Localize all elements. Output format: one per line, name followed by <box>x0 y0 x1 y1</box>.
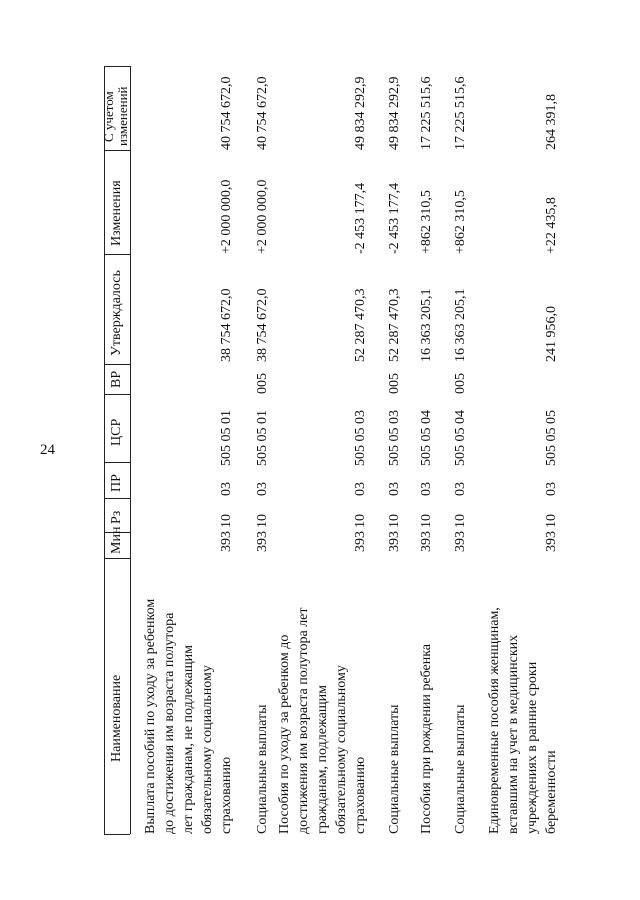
grid-line <box>104 558 130 559</box>
cell-csr: 505 05 05 <box>544 410 559 466</box>
cell-approved: 38 754 672,0 <box>219 288 234 362</box>
row-name-line: Социальные выплаты <box>387 704 402 834</box>
cell-csr: 505 05 03 <box>353 410 368 466</box>
header-min: Мин <box>109 526 124 554</box>
cell-min: 393 <box>255 531 270 552</box>
cell-min: 393 <box>419 531 434 552</box>
grid-line <box>104 498 130 499</box>
cell-approved: 16 363 205,1 <box>453 288 468 362</box>
row-name-line: учреждениях в ранние сроки <box>525 661 540 834</box>
cell-pr: 03 <box>419 482 434 496</box>
header-changes: Изменения <box>109 180 124 246</box>
cell-approved: 241 956,0 <box>544 306 559 362</box>
cell-rz: 10 <box>353 514 368 528</box>
row-name-line: достижения им возраста полутора лет <box>296 607 311 834</box>
cell-min: 393 <box>387 531 402 552</box>
cell-rz: 10 <box>453 514 468 528</box>
cell-rz: 10 <box>255 514 270 528</box>
cell-csr: 505 05 03 <box>387 410 402 466</box>
grid-line <box>130 66 131 834</box>
cell-changes: +22 435,8 <box>544 197 559 254</box>
cell-changes: +862 310,5 <box>453 190 468 254</box>
row-name-line: Социальные выплаты <box>453 704 468 834</box>
cell-approved: 38 754 672,0 <box>255 288 270 362</box>
cell-with-changes: 40 754 672,0 <box>219 76 234 150</box>
cell-csr: 505 05 01 <box>219 410 234 466</box>
row-name-line: беременности <box>544 750 559 834</box>
grid-line <box>104 150 130 151</box>
cell-changes: +2 000 000,0 <box>219 179 234 254</box>
cell-with-changes: 49 834 292,9 <box>387 76 402 150</box>
cell-pr: 03 <box>387 482 402 496</box>
row-name-line: страхованию <box>353 756 368 834</box>
cell-csr: 505 05 01 <box>255 410 270 466</box>
header-name: Наименование <box>109 674 124 762</box>
cell-csr: 505 05 04 <box>453 410 468 466</box>
cell-pr: 03 <box>353 482 368 496</box>
cell-with-changes: 40 754 672,0 <box>255 76 270 150</box>
row-name-line: вставшим на учет в медицинских <box>506 634 521 834</box>
cell-with-changes: 264 391,8 <box>544 94 559 150</box>
cell-rz: 10 <box>544 514 559 528</box>
cell-csr: 505 05 04 <box>419 410 434 466</box>
row-name-line: гражданам, подлежащим <box>315 685 330 834</box>
header-csr: ЦСР <box>109 418 124 446</box>
row-name-line: до достижения им возраста полутора <box>162 612 177 834</box>
row-name-line: Единовременные пособия женщинам, <box>487 607 502 834</box>
cell-with-changes: 17 225 515,6 <box>453 76 468 150</box>
cell-with-changes: 17 225 515,6 <box>419 76 434 150</box>
cell-changes: -2 453 177,4 <box>387 182 402 254</box>
cell-min: 393 <box>453 531 468 552</box>
row-name-line: лет гражданам, не подлежащим <box>181 645 196 834</box>
cell-min: 393 <box>353 531 368 552</box>
header-with-changes: С учетом <box>101 91 116 142</box>
grid-line <box>104 66 130 67</box>
cell-pr: 03 <box>544 482 559 496</box>
cell-vr: 005 <box>453 373 468 394</box>
cell-rz: 10 <box>219 514 234 528</box>
row-name-line: Социальные выплаты <box>255 704 270 834</box>
row-name-line: обязательному социальному <box>334 665 349 834</box>
row-name-line: Пособия по уходу за ребенком до <box>277 634 292 834</box>
header-with-changes: изменений <box>115 86 130 146</box>
cell-approved: 16 363 205,1 <box>419 288 434 362</box>
cell-changes: -2 453 177,4 <box>353 182 368 254</box>
row-name-line: обязательному социальному <box>200 665 215 834</box>
cell-min: 393 <box>544 531 559 552</box>
row-name-line: страхованию <box>219 756 234 834</box>
cell-rz: 10 <box>387 514 402 528</box>
grid-line <box>104 834 130 835</box>
cell-pr: 03 <box>219 482 234 496</box>
header-rz: Рз <box>109 510 124 524</box>
header-pr: ПР <box>109 474 124 492</box>
cell-vr: 005 <box>255 373 270 394</box>
grid-line <box>104 364 130 365</box>
grid-line <box>104 394 130 395</box>
cell-rz: 10 <box>419 514 434 528</box>
header-vr: ВР <box>109 370 124 388</box>
grid-line <box>104 66 105 834</box>
cell-pr: 03 <box>453 482 468 496</box>
cell-approved: 52 287 470,3 <box>353 288 368 362</box>
cell-min: 393 <box>219 531 234 552</box>
cell-with-changes: 49 834 292,9 <box>353 76 368 150</box>
row-name-line: Пособия при рождении ребенка <box>419 643 434 834</box>
grid-line <box>104 462 130 463</box>
cell-changes: +2 000 000,0 <box>255 179 270 254</box>
cell-changes: +862 310,5 <box>419 190 434 254</box>
page-number: 24 <box>40 442 55 458</box>
row-name-line: Выплата пособий по уходу за ребенком <box>143 598 158 834</box>
cell-pr: 03 <box>255 482 270 496</box>
grid-line <box>104 254 130 255</box>
cell-approved: 52 287 470,3 <box>387 288 402 362</box>
header-approved: Утверждалось <box>109 270 124 356</box>
cell-vr: 005 <box>387 373 402 394</box>
